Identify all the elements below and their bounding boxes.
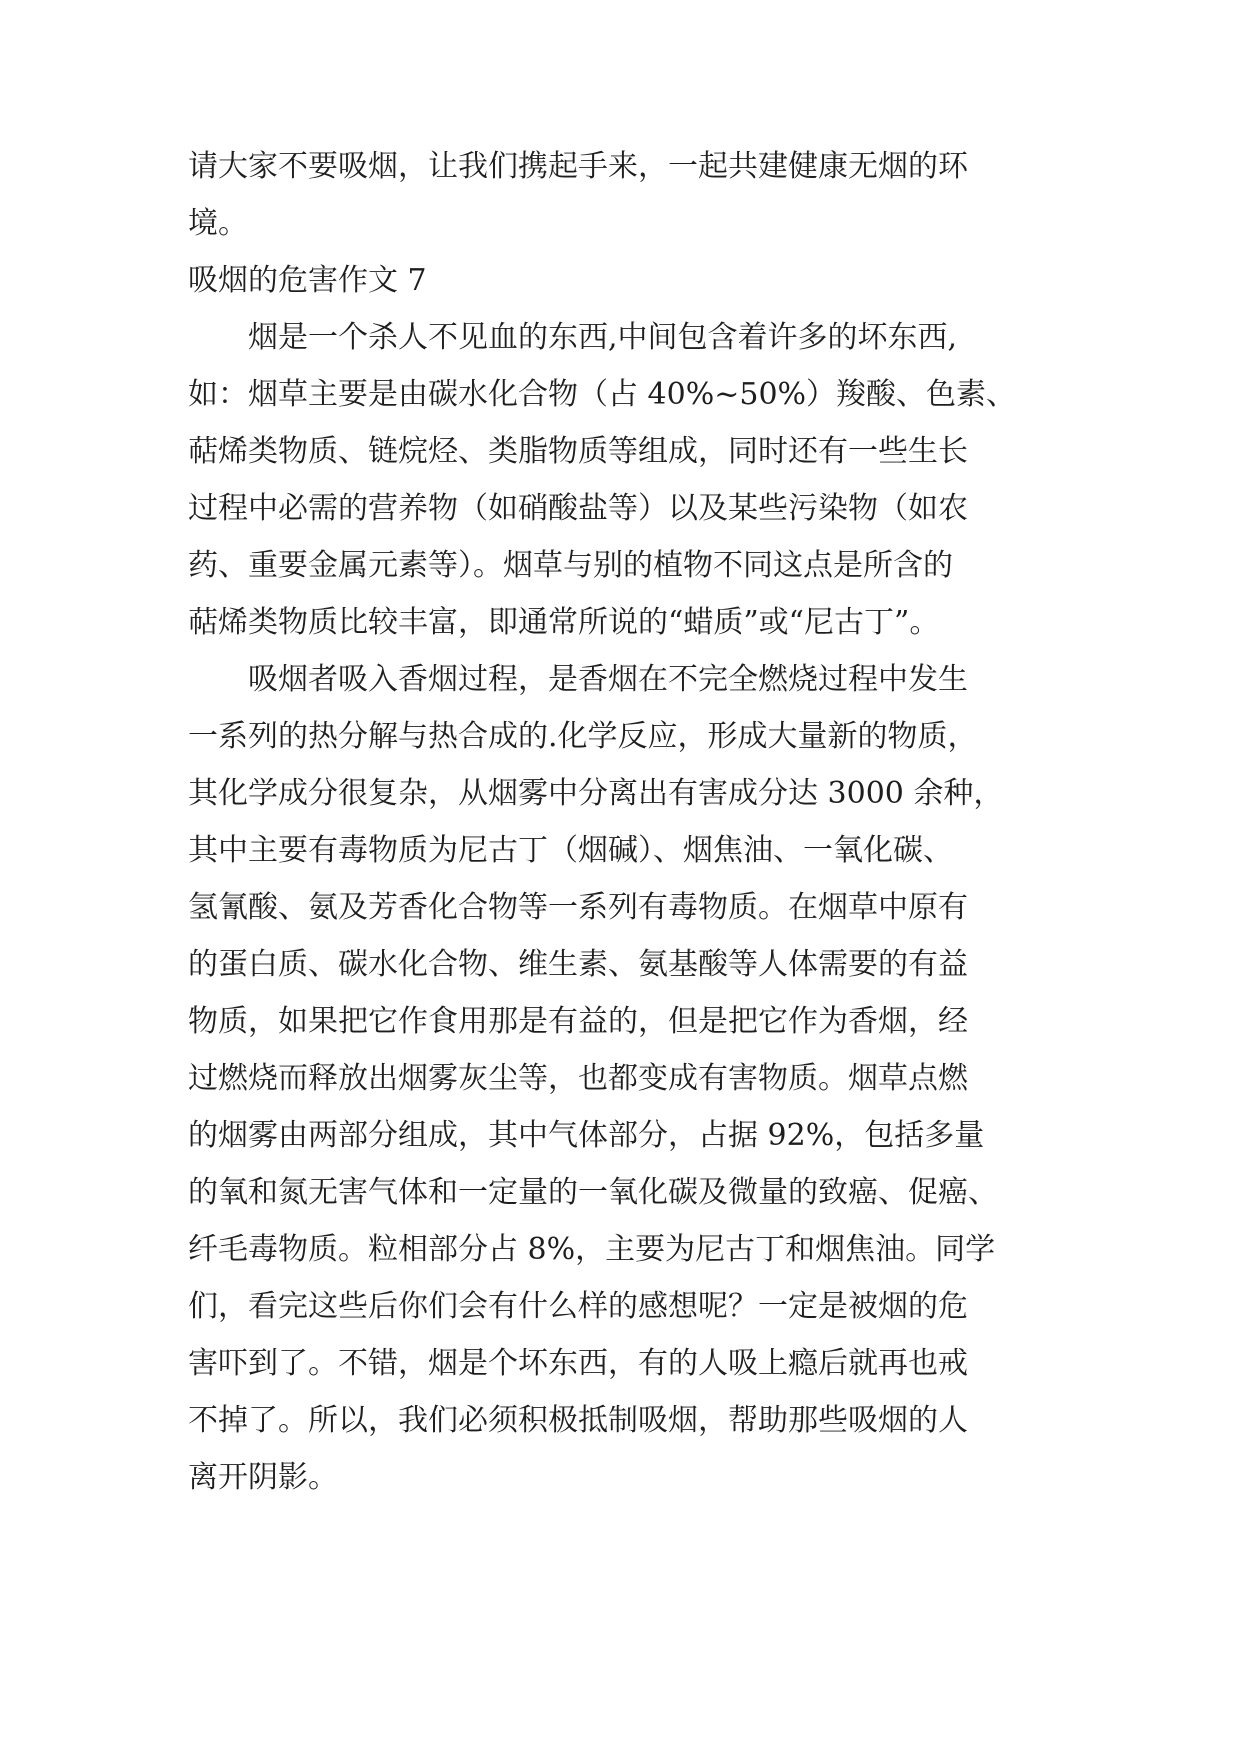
paragraph-2-line-5: 氢氰酸、氨及芳香化合物等一系列有毒物质。在烟草中原有 — [188, 890, 968, 925]
paragraph-2-line-8: 过燃烧而释放出烟雾灰尘等，也都变成有害物质。烟草点燃 — [188, 1061, 968, 1096]
paragraph-1-line-3: 萜烯类物质、链烷烃、类脂物质等组成，同时还有一些生长 — [188, 434, 968, 469]
section-title: 吸烟的危害作文 7 — [188, 263, 427, 298]
intro-line-1: 请大家不要吸烟，让我们携起手来，一起共建健康无烟的环 — [188, 149, 968, 184]
paragraph-1-line-6: 萜烯类物质比较丰富，即通常所说的“蜡质”或“尼古丁”。 — [188, 605, 940, 640]
paragraph-1-line-1: 烟是一个杀人不见血的东西,中间包含着许多的坏东西, — [188, 320, 958, 355]
paragraph-2-line-9: 的烟雾由两部分组成，其中气体部分，占据 92%，包括多量 — [188, 1118, 985, 1153]
document-body — [188, 138, 1068, 1506]
paragraph-2-line-10: 的氧和氮无害气体和一定量的一氧化碳及微量的致癌、促癌、 — [188, 1175, 998, 1210]
paragraph-2-line-13: 害吓到了。不错，烟是个坏东西，有的人吸上瘾后就再也戒 — [188, 1346, 968, 1381]
paragraph-1-line-4: 过程中必需的营养物（如硝酸盐等）以及某些污染物（如农 — [188, 491, 968, 526]
paragraph-1-line-2: 如：烟草主要是由碳水化合物（占 40%~50%）羧酸、色素、 — [188, 377, 1017, 412]
paragraph-2-line-12: 们，看完这些后你们会有什么样的感想呢？一定是被烟的危 — [188, 1289, 968, 1324]
paragraph-2-line-7: 物质，如果把它作食用那是有益的，但是把它作为香烟，经 — [188, 1004, 968, 1039]
paragraph-2-line-4: 其中主要有毒物质为尼古丁（烟碱）、烟焦油、一氧化碳、 — [188, 833, 953, 868]
paragraph-2-line-14: 不掉了。所以，我们必须积极抵制吸烟，帮助那些吸烟的人 — [188, 1403, 968, 1438]
intro-line-2: 境。 — [188, 206, 248, 241]
paragraph-2-line-11: 纤毛毒物质。粒相部分占 8%，主要为尼古丁和烟焦油。同学 — [188, 1232, 996, 1267]
paragraph-2-line-2: 一系列的热分解与热合成的.化学反应，形成大量新的物质， — [188, 719, 978, 754]
paragraph-1-line-5: 药、重要金属元素等）。烟草与别的植物不同这点是所含的 — [188, 548, 953, 583]
paragraph-2-line-6: 的蛋白质、碳水化合物、维生素、氨基酸等人体需要的有益 — [188, 947, 968, 982]
paragraph-2-line-15: 离开阴影。 — [188, 1460, 338, 1495]
paragraph-2-line-3: 其化学成分很复杂，从烟雾中分离出有害成分达 3000 余种， — [188, 776, 1004, 811]
paragraph-2-line-1: 吸烟者吸入香烟过程，是香烟在不完全燃烧过程中发生 — [188, 662, 968, 697]
